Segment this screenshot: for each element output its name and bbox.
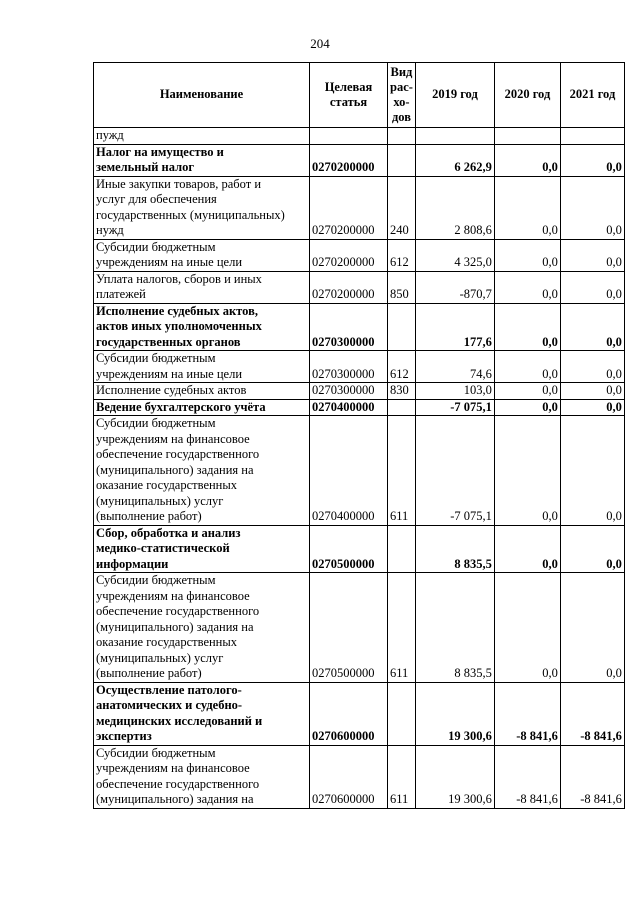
header-type-line1: Вид	[390, 65, 413, 79]
row-name-line: медицинских исследований и	[96, 713, 263, 728]
row-name	[94, 525, 310, 573]
table-row	[94, 176, 625, 239]
row-2019: -7 075,1	[415, 416, 494, 526]
row-2021: 0,0	[560, 144, 624, 176]
row-2020: 0,0	[494, 303, 560, 351]
row-name-line: оказание государственных	[96, 478, 238, 492]
row-2020: 0,0	[494, 383, 560, 400]
row-2021: 0,0	[560, 399, 624, 416]
row-2021: -8 841,6	[560, 745, 624, 808]
row-name-line: обеспечение государственного	[96, 447, 260, 461]
row-name-line: учреждениям на финансовое	[96, 761, 250, 775]
row-name-line: (выполнение работ)	[96, 509, 202, 523]
row-expense-type: 830	[388, 383, 416, 400]
row-expense-type	[388, 144, 416, 176]
row-expense-type	[388, 303, 416, 351]
header-code-line2: статья	[329, 95, 368, 109]
row-name-line: Исполнение судебных актов	[96, 383, 247, 397]
row-2021: 0,0	[560, 351, 624, 383]
row-name-line: Субсидии бюджетным	[96, 573, 216, 587]
row-2020	[494, 128, 560, 145]
row-name-line: услуг для обеспечения	[96, 192, 217, 206]
table-row	[94, 271, 625, 303]
row-name-line: обеспечение государственного	[96, 776, 260, 791]
row-name	[94, 399, 310, 416]
row-target-article: 0270300000	[310, 303, 388, 351]
table-row	[94, 239, 625, 271]
row-target-article: 0270500000	[310, 525, 388, 573]
row-2020: 0,0	[494, 525, 560, 573]
row-name-line: Уплата налогов, сборов и иных	[96, 271, 262, 286]
row-expense-type: 611	[388, 416, 416, 526]
row-name	[94, 573, 310, 683]
header-2020	[494, 63, 560, 128]
row-2021: 0,0	[560, 525, 624, 573]
row-name	[94, 745, 310, 808]
row-name-line: актов иных уполномоченных	[96, 319, 262, 333]
row-2021	[560, 128, 624, 145]
row-name-line: медико-статистической	[96, 541, 230, 555]
row-name-line: Субсидии бюджетным	[96, 745, 216, 760]
row-2019: 2 808,6	[415, 176, 494, 239]
header-type-line4: дов	[391, 110, 411, 124]
row-2021: 0,0	[560, 303, 624, 351]
row-2020: 0,0	[494, 176, 560, 239]
row-2019: 103,0	[415, 383, 494, 400]
header-type-line3: хо-	[393, 95, 410, 109]
row-name-line: учреждениям на финансовое	[96, 431, 250, 446]
row-name-line: Ведение бухгалтерского учёта	[96, 399, 266, 414]
row-target-article: 0270600000	[310, 745, 388, 808]
row-expense-type	[388, 128, 416, 145]
row-expense-type	[388, 682, 416, 745]
table-row	[94, 303, 625, 351]
table-row	[94, 745, 625, 808]
table-row	[94, 525, 625, 573]
row-name-line: земельный налог	[96, 160, 195, 174]
row-2019	[415, 128, 494, 145]
row-name-line: Субсидии бюджетным	[96, 239, 216, 254]
row-target-article: 0270200000	[310, 176, 388, 239]
row-target-article: 0270400000	[310, 416, 388, 526]
row-expense-type	[388, 399, 416, 416]
row-2020: 0,0	[494, 399, 560, 416]
row-name-line: Субсидии бюджетным	[96, 351, 216, 365]
row-2019: -7 075,1	[415, 399, 494, 416]
row-name	[94, 682, 310, 745]
header-2021-label: 2021 год	[569, 87, 616, 102]
table-row	[94, 128, 625, 145]
header-expense-type	[388, 63, 416, 128]
header-2019-label: 2019 год	[432, 87, 478, 102]
row-2021: 0,0	[560, 383, 624, 400]
row-name-line: информации	[96, 556, 169, 571]
row-name-line: Налог на имущество и	[96, 144, 224, 159]
row-2019: 177,6	[415, 303, 494, 351]
header-target-article	[310, 63, 388, 128]
row-expense-type	[388, 525, 416, 573]
table-row	[94, 573, 625, 683]
row-2020: 0,0	[494, 144, 560, 176]
row-2020: 0,0	[494, 239, 560, 271]
row-target-article: 0270400000	[310, 399, 388, 416]
header-name-label: Наименование	[159, 87, 244, 102]
row-name	[94, 416, 310, 526]
row-2019: 19 300,6	[415, 682, 494, 745]
row-2020: 0,0	[494, 351, 560, 383]
row-name-line: государственных органов	[96, 334, 241, 349]
row-name-line: Сбор, обработка и анализ	[96, 525, 241, 540]
row-target-article: 0270300000	[310, 383, 388, 400]
row-name-line: учреждениям на финансовое	[96, 588, 250, 603]
row-expense-type: 612	[388, 239, 416, 271]
page-number: 204	[310, 36, 330, 51]
row-name	[94, 383, 310, 400]
row-2020: -8 841,6	[494, 682, 560, 745]
row-name	[94, 303, 310, 351]
row-name-line: (муниципального) задания на	[96, 619, 254, 634]
row-name	[94, 128, 310, 145]
row-2021: 0,0	[560, 573, 624, 683]
row-2019: 6 262,9	[415, 144, 494, 176]
header-2019	[415, 63, 494, 128]
row-expense-type: 240	[388, 176, 416, 239]
budget-table	[93, 62, 625, 809]
row-name-line: Осуществление патолого-	[96, 682, 242, 697]
row-name-line: Исполнение судебных актов,	[96, 303, 258, 318]
header-2021	[560, 63, 624, 128]
row-2019: 8 835,5	[415, 573, 494, 683]
row-target-article: 0270500000	[310, 573, 388, 683]
table-row	[94, 144, 625, 176]
row-2021: 0,0	[560, 271, 624, 303]
row-2019: 74,6	[415, 351, 494, 383]
row-2021: 0,0	[560, 176, 624, 239]
header-2020-label: 2020 год	[504, 87, 551, 102]
row-2020: 0,0	[494, 573, 560, 683]
row-target-article: 0270300000	[310, 351, 388, 383]
row-name-line: (муниципального) задания на	[96, 792, 254, 806]
table-row	[94, 351, 625, 383]
header-name	[94, 63, 310, 128]
header-type-line2: рас-	[390, 80, 413, 94]
row-2020: 0,0	[494, 271, 560, 303]
row-name-line: государственных (муниципальных)	[96, 207, 285, 222]
row-expense-type: 612	[388, 351, 416, 383]
row-2021: 0,0	[560, 416, 624, 526]
row-2019: 19 300,6	[415, 745, 494, 808]
row-name	[94, 176, 310, 239]
row-name-line: Иные закупки товаров, работ и	[96, 176, 262, 191]
row-target-article: 0270200000	[310, 271, 388, 303]
row-2021: 0,0	[560, 239, 624, 271]
row-name-line: (муниципальных) услуг	[96, 650, 224, 665]
row-target-article	[310, 128, 388, 145]
row-expense-type: 850	[388, 271, 416, 303]
table-row	[94, 416, 625, 526]
row-name-line: (муниципального) задания на	[96, 462, 254, 477]
row-name-line: оказание государственных	[96, 635, 238, 649]
row-2020: 0,0	[494, 416, 560, 526]
row-name	[94, 144, 310, 176]
table-row	[94, 682, 625, 745]
row-2019: 4 325,0	[415, 239, 494, 271]
row-name-line: пужд	[96, 128, 124, 142]
row-name-line: Субсидии бюджетным	[96, 416, 216, 430]
row-expense-type: 611	[388, 745, 416, 808]
table-row	[94, 383, 625, 400]
row-target-article: 0270200000	[310, 239, 388, 271]
row-2019: -870,7	[415, 271, 494, 303]
row-name-line: анатомических и судебно-	[96, 698, 243, 712]
row-name-line: (муниципальных) услуг	[96, 493, 224, 508]
row-name	[94, 271, 310, 303]
row-name	[94, 239, 310, 271]
row-name-line: учреждениям на иные цели	[96, 255, 243, 269]
row-expense-type: 611	[388, 573, 416, 683]
row-target-article: 0270200000	[310, 144, 388, 176]
row-target-article: 0270600000	[310, 682, 388, 745]
row-name-line: (выполнение работ)	[96, 666, 202, 680]
row-2019: 8 835,5	[415, 525, 494, 573]
row-name-line: обеспечение государственного	[96, 604, 260, 618]
row-name-line: экспертиз	[96, 729, 152, 743]
header-code-line1: Целевая	[324, 79, 373, 94]
row-name-line: нужд	[96, 223, 124, 237]
table-header-row	[94, 63, 625, 128]
row-2020: -8 841,6	[494, 745, 560, 808]
table-row	[94, 399, 625, 416]
row-name-line: платежей	[96, 287, 146, 301]
row-2021: -8 841,6	[560, 682, 624, 745]
row-name-line: учреждениям на иные цели	[96, 366, 243, 381]
row-name	[94, 351, 310, 383]
